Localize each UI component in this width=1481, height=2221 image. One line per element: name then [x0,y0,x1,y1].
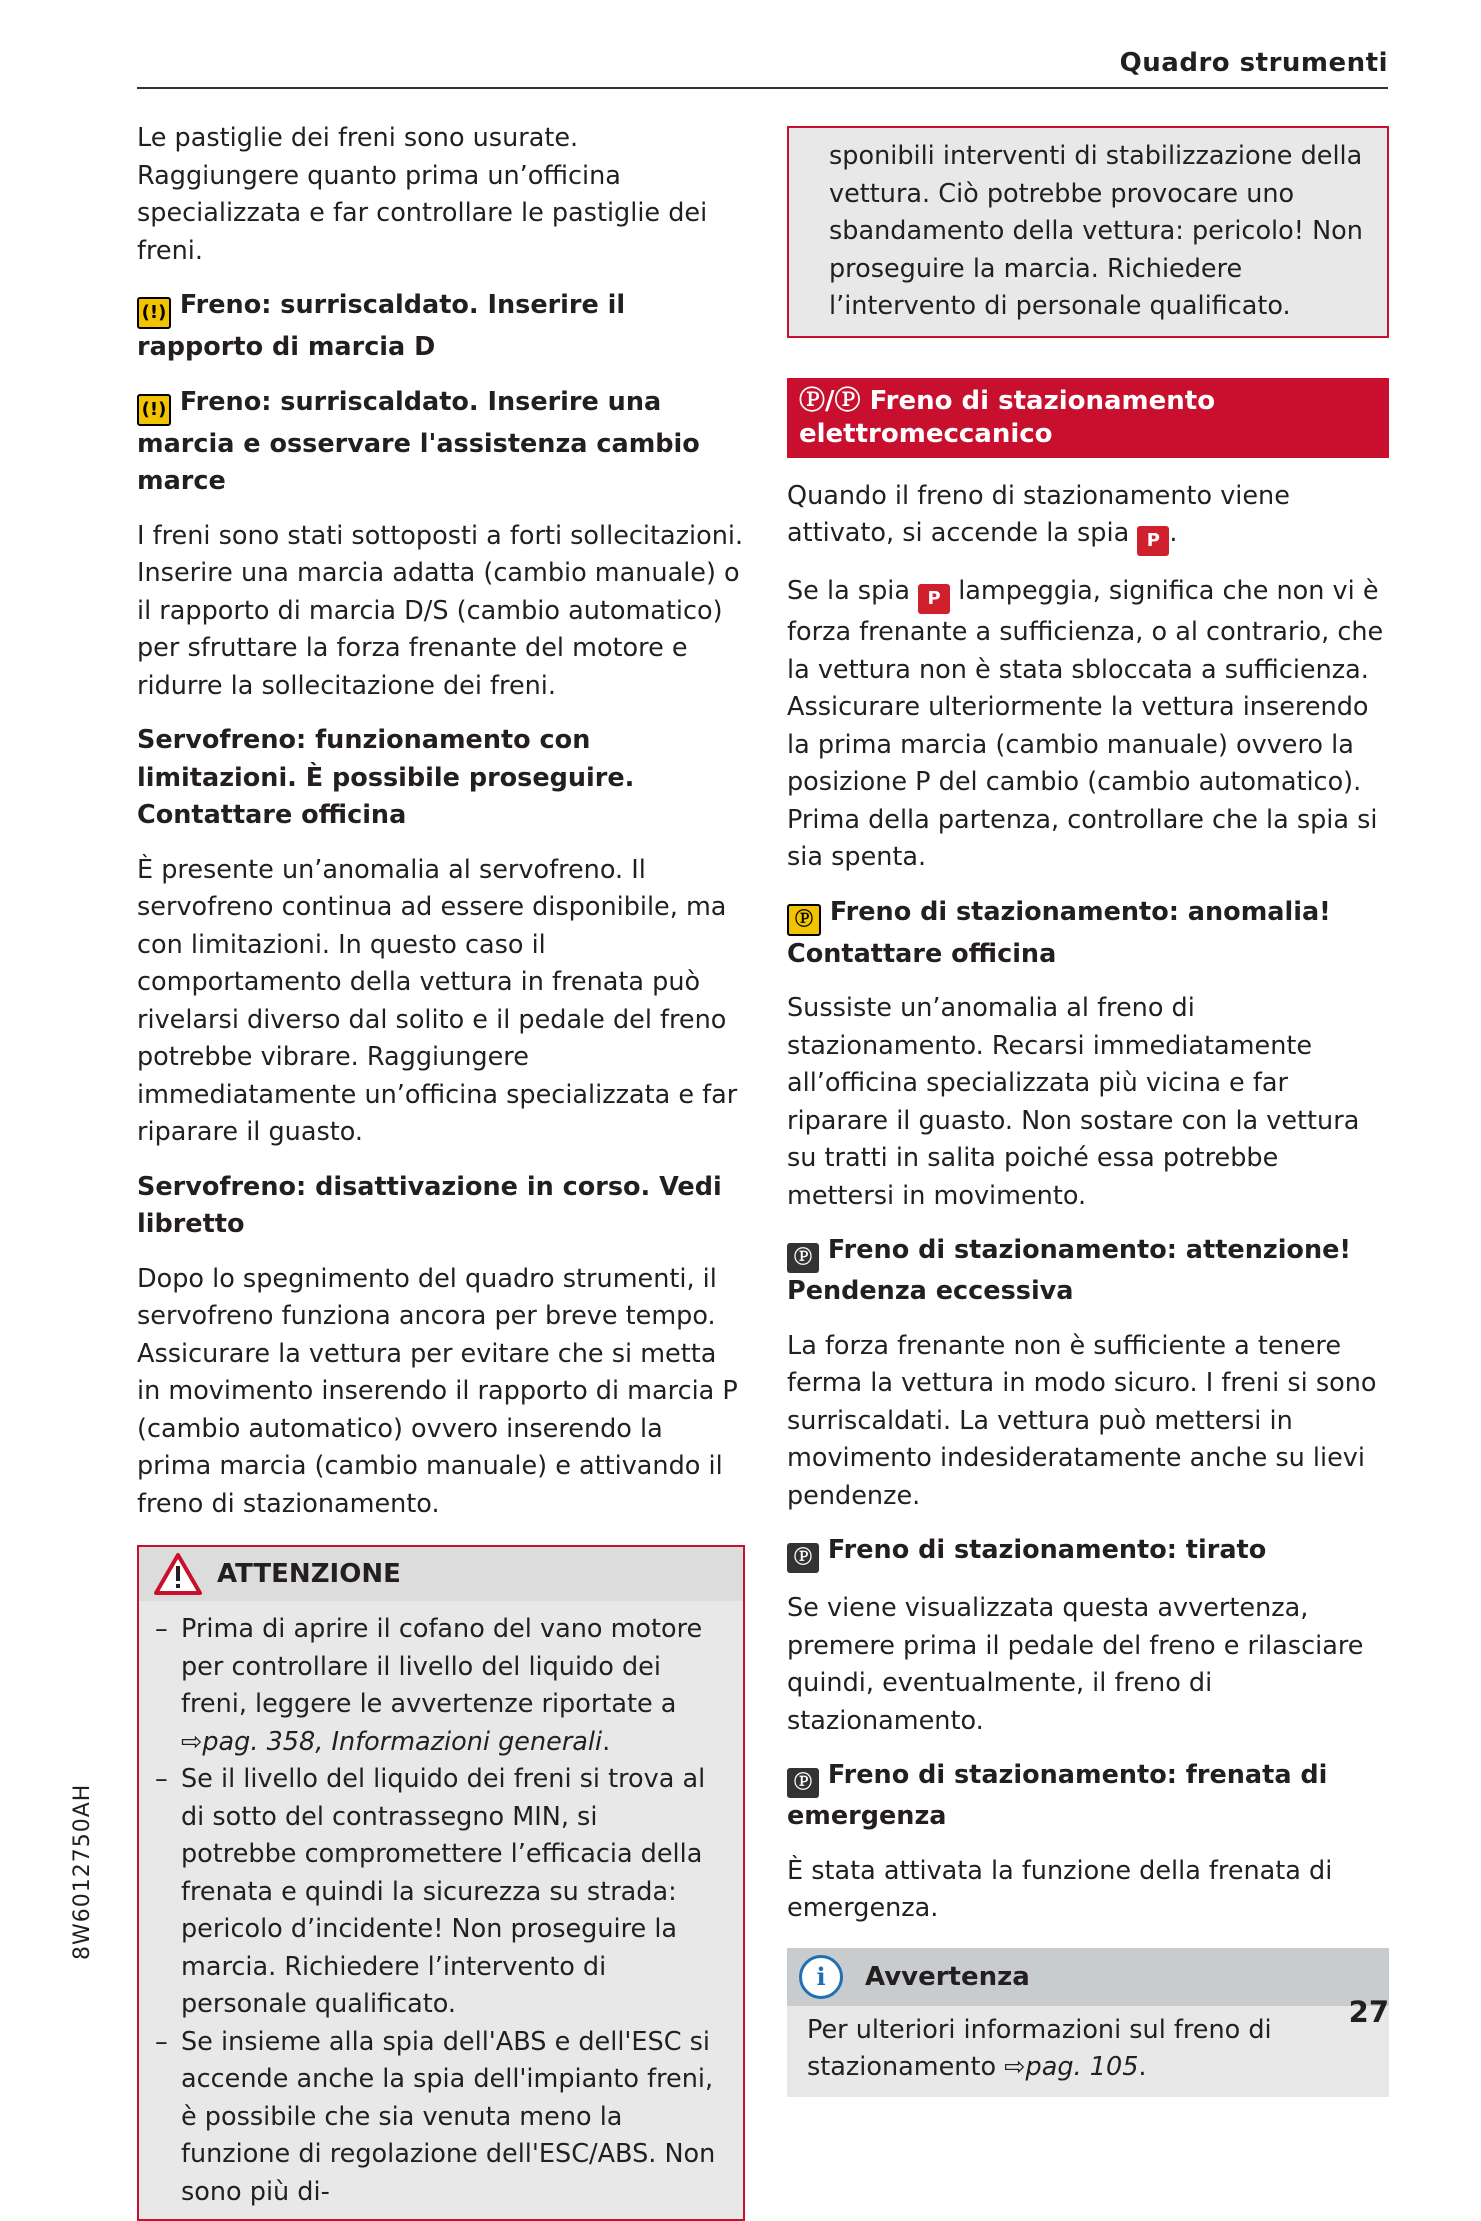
page-reference-link[interactable]: ⇨pag. 105 [1004,2052,1139,2082]
paragraph: Se la spia P lampeggia, significa che non vi è forza frenante a sufficienza, o al contrario, che la vettura non è stata sbloccata a sufficienza. Assicurare ulteriormente la vettura inserendo la prima marcia (cambio manuale) ovvero la posizione P del cambio (cambio automatico). Prima della partenza, controllare che la spia si sia spenta. [787,576,1384,872]
info-icon: i [799,1955,843,1999]
note-title: Avvertenza [865,1961,1030,1992]
paragraph: La forza frenante non è sufficiente a tenere ferma la vettura in modo sicuro. I freni si sono surriscaldati. La vettura può mettersi in movimento indesideratamente anche su lievi pendenze. [787,1330,1377,1511]
warning-box-continued [787,126,1389,338]
page-header-title: Quadro strumenti [1119,48,1388,78]
message-heading: Ⓟ Freno di stazionamento: attenzione! Pendenza eccessiva [787,1235,1352,1306]
page-number: 27 [1348,1995,1389,2029]
message-heading: Ⓟ Freno di stazionamento: frenata di emergenza [787,1760,1328,1831]
paragraph: Sussiste un’anomalia al freno di stazionamento. Recarsi immediatamente all’officina specializzata più vicina e far riparare il guasto. Non sostare con la vettura su tratti in salita poiché essa potrebbe mettersi in movimento. [787,993,1360,1211]
parking-brake-icon: Ⓟ [787,1543,819,1573]
paragraph: È presente un’anomalia al servofreno. Il servofreno continua ad essere disponibile, ma con limitazioni. In questo caso il comportamento della vettura in frenata può rivelarsi diverso dal solito e il pedale del freno potrebbe vibrare. Raggiungere immediatamente un’officina specializzata e far riparare il guasto. [137,854,738,1147]
warning-triangle-icon [153,1552,203,1596]
paragraph: È stata attivata la funzione della frenata di emergenza. [787,1855,1333,1923]
paragraph: I freni sono stati sottoposti a forti sollecitazioni. Inserire una marcia adatta (cambio manuale) o il rapporto di marcia D/S (cambio automatico) per sfruttare la forza frenante del motore e ridurre la sollecitazione dei freni. [137,520,744,701]
warning-item: – Prima di aprire il cofano del vano motore per controllare il livello del liquido dei freni, leggere le avvertenze riportate a ⇨pag. 358, Informazioni generali. [155,1614,703,1757]
paragraph: Le pastiglie dei freni sono usurate. Raggiungere quanto prima un’officina specializzata e far controllare le pastiglie dei freni. [137,123,708,266]
message-heading: Servofreno: disattivazione in corso. Vedi libretto [137,1171,722,1239]
warning-continued-text: sponibili interventi di stabilizzazione della vettura. Ciò potrebbe provocare uno sbandamento della vettura: pericolo! Non proseguire la marcia. Richiedere l’intervento di personale qualificato. [829,141,1363,321]
brake-warning-icon: (!) [137,297,171,329]
warning-body [139,1601,743,2219]
parking-brake-icon: Ⓟ [787,1243,819,1273]
warning-header [139,1547,743,1601]
brake-warning-icon: (!) [137,394,171,426]
header-divider [137,87,1388,89]
parking-brake-icon: Ⓟ [787,1768,819,1798]
warning-item: – Se il livello del liquido dei freni si trova al di sotto del contrassegno MIN, si potrebbe compromettere l’efficacia della frenata e quindi la sicurezza su strada: pericolo d’incidente! Non proseguire la marcia. Richiedere l’intervento di personale qualificato. [155,1764,706,2019]
message-heading: (!) Freno: surriscaldato. Inserire una marcia e osservare l'assistenza cambio marce [137,386,700,496]
paragraph: Dopo lo spegnimento del quadro strumenti, il servofreno funziona ancora per breve tempo. Assicurare la vettura per evitare che si metta in movimento inserendo il rapporto di marcia P (cambio automatico) ovvero inserendo la prima marcia (cambio manuale) e attivando il freno di stazionamento. [137,1263,738,1519]
left-column [137,120,745,2221]
note-box [787,1948,1389,2097]
parking-brake-fault-icon: Ⓟ [787,904,821,936]
warning-box [137,1545,745,2221]
message-heading: Ⓟ Freno di stazionamento: tirato [787,1532,1389,1573]
note-body: Per ulteriori informazioni sul freno di stazionamento ⇨pag. 105. [787,2006,1389,2097]
message-heading: Servofreno: funzionamento con limitazioni. È possibile proseguire. Contattare officina [137,725,635,830]
warning-item: – Se insieme alla spia dell'ABS e dell'ESC si accende anche la spia dell'impianto freni, è possibile che sia venuta meno la funzione di regolazione dell'ESC/ABS. Non sono più di- [155,2026,716,2207]
document-code: 8W6012750AH [70,1783,95,1960]
page-reference-link[interactable]: ⇨pag. 358, Informazioni generali [181,1726,603,1757]
parking-brake-icon: Ⓟ/Ⓟ [799,385,861,416]
paragraph: Se viene visualizzata questa avvertenza, premere prima il pedale del freno e rilasciare quindi, eventualmente, il freno di stazionamento. [787,1593,1364,1736]
paragraph: Quando il freno di stazionamento viene attivato, si accende la spia P . [787,478,1389,557]
note-header [787,1948,1389,2006]
section-heading: Ⓟ/Ⓟ Freno di stazionamento elettromeccanico [787,378,1389,458]
message-heading: Ⓟ Freno di stazionamento: anomalia! Contattare officina [787,896,1331,969]
right-column [787,120,1389,2097]
parking-brake-icon: P [1137,526,1169,556]
parking-brake-icon: P [918,584,950,614]
message-heading: (!) Freno: surriscaldato. Inserire il rapporto di marcia D [137,290,626,362]
warning-title: ATTENZIONE [217,1559,401,1589]
